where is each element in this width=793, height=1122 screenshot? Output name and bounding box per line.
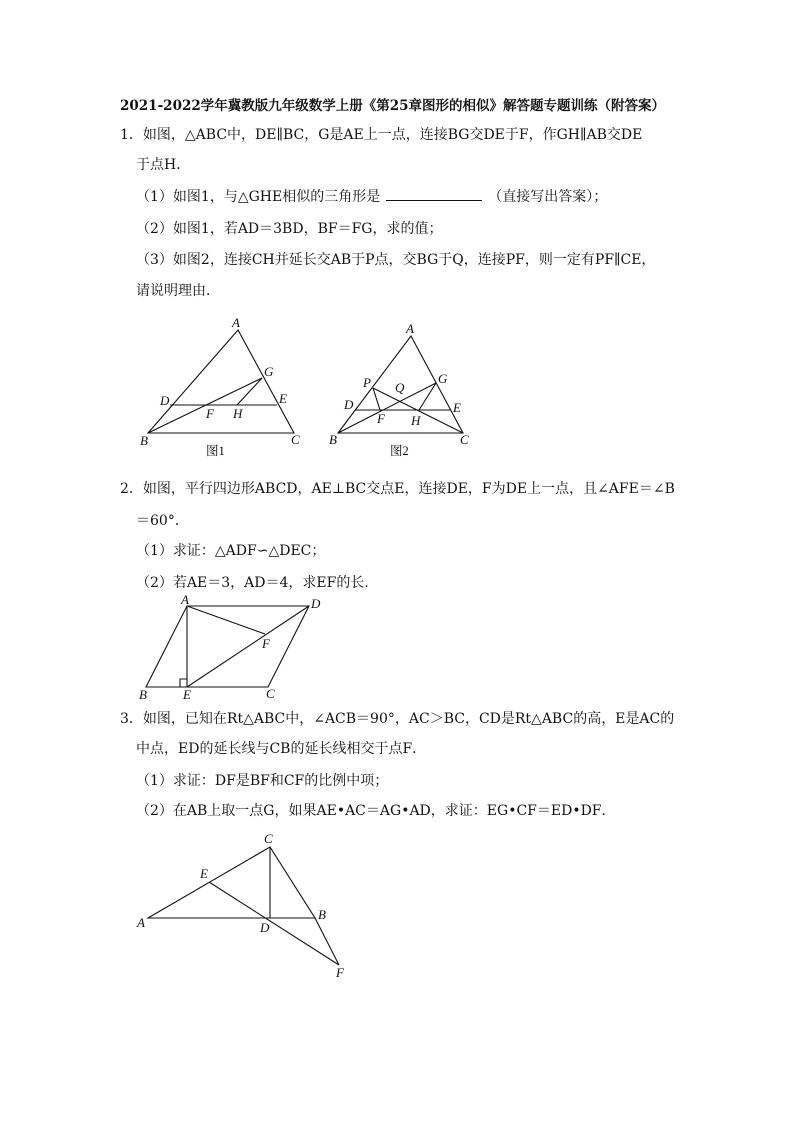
fig1-label-g: G bbox=[264, 364, 274, 379]
fig2-label-d: D bbox=[344, 397, 354, 412]
q1-stem-line2: 于点H． bbox=[136, 157, 191, 173]
fig2-label-c: C bbox=[460, 432, 469, 447]
fig1-caption: 图1 bbox=[206, 444, 225, 458]
q3-label-b: B bbox=[318, 907, 326, 922]
q3-segment-ef bbox=[209, 882, 339, 965]
q1-part2: （2）如图1，若AD＝3BD，BF＝FG，求的值； bbox=[136, 221, 443, 237]
q2-part1: （1）求证：△ADF∽△DEC； bbox=[136, 543, 326, 559]
fig2-label-f: F bbox=[377, 411, 385, 426]
fig2-label-h: H bbox=[411, 413, 421, 428]
fig2-label-q: Q bbox=[395, 380, 405, 395]
q3-label-d: D bbox=[260, 920, 270, 935]
q2-label-f: F bbox=[262, 636, 270, 651]
q3-stem-line2: 中点，ED的延长线与CB的延长线相交于点F． bbox=[136, 741, 427, 757]
q2-label-c: C bbox=[266, 686, 275, 701]
fig2-label-g: G bbox=[438, 371, 448, 386]
q1-part3: （3）如图2，连接CH并延长交AB于P点，交BG于Q，连接PF，则一定有PF∥CE， bbox=[136, 252, 656, 268]
q3-label-f: F bbox=[336, 965, 344, 980]
q3-label-c: C bbox=[264, 831, 273, 846]
fig2-label-e: E bbox=[453, 400, 461, 415]
fig1-label-c: C bbox=[291, 432, 300, 447]
q3-triangle-abc bbox=[148, 847, 315, 918]
q2-label-a: A bbox=[181, 592, 189, 607]
q1-stem-line1: 1．如图，△ABC中，DE∥BC，G是AE上一点，连接BG交DE于F，作GH∥AB交DE bbox=[120, 127, 643, 143]
fig2-caption: 图2 bbox=[390, 444, 409, 458]
fig1-label-f: F bbox=[206, 406, 214, 421]
q3-part1: （1）求证：DF是BF和CF的比例中项； bbox=[136, 773, 389, 789]
q2-part2: （2）若AE＝3，AD＝4，求EF的长． bbox=[136, 575, 379, 591]
q2-stem-line1: 2．如图，平行四边形ABCD，AE⊥BC交点E，连接DE，F为DE上一点，且∠AFE＝∠B bbox=[120, 481, 675, 497]
fig1-label-h: H bbox=[233, 406, 243, 421]
q3-stem-line1: 3．如图，已知在Rt△ABC中，∠ACB＝90°，AC＞BC，CD是Rt△ABC的高，E是AC的 bbox=[120, 711, 675, 727]
q3-label-a: A bbox=[137, 915, 145, 930]
q3-label-e: E bbox=[200, 866, 208, 881]
q1-part1-suffix: （直接写出答案）； bbox=[488, 189, 608, 205]
q2-label-e: E bbox=[183, 687, 191, 702]
q2-label-b: B bbox=[139, 687, 147, 702]
fig1-label-d: D bbox=[160, 393, 170, 408]
q1-part3-line2: 请说明理由． bbox=[136, 283, 220, 299]
q2-label-d: D bbox=[311, 596, 321, 611]
q2-stem-line2: ＝60°． bbox=[136, 513, 189, 529]
q1-part1-text: （1）如图1，与△GHE相似的三角形是 bbox=[136, 189, 381, 205]
fig1-label-e: E bbox=[279, 391, 287, 406]
fig2-label-a: A bbox=[406, 321, 414, 336]
page-title: 2021-2022学年冀教版九年级数学上册《第25章图形的相似》解答题专题训练（附答案） bbox=[120, 98, 666, 114]
fig2-label-p: P bbox=[363, 375, 371, 390]
q3-lines bbox=[148, 847, 339, 965]
fig2-label-b: B bbox=[329, 432, 337, 447]
q3-part2: （2）在AB上取一点G，如果AE•AC＝AG•AD，求证：EG•CF＝ED•DF． bbox=[136, 803, 616, 819]
fig1-label-b: B bbox=[140, 433, 148, 448]
fig1-label-a: A bbox=[232, 315, 240, 330]
